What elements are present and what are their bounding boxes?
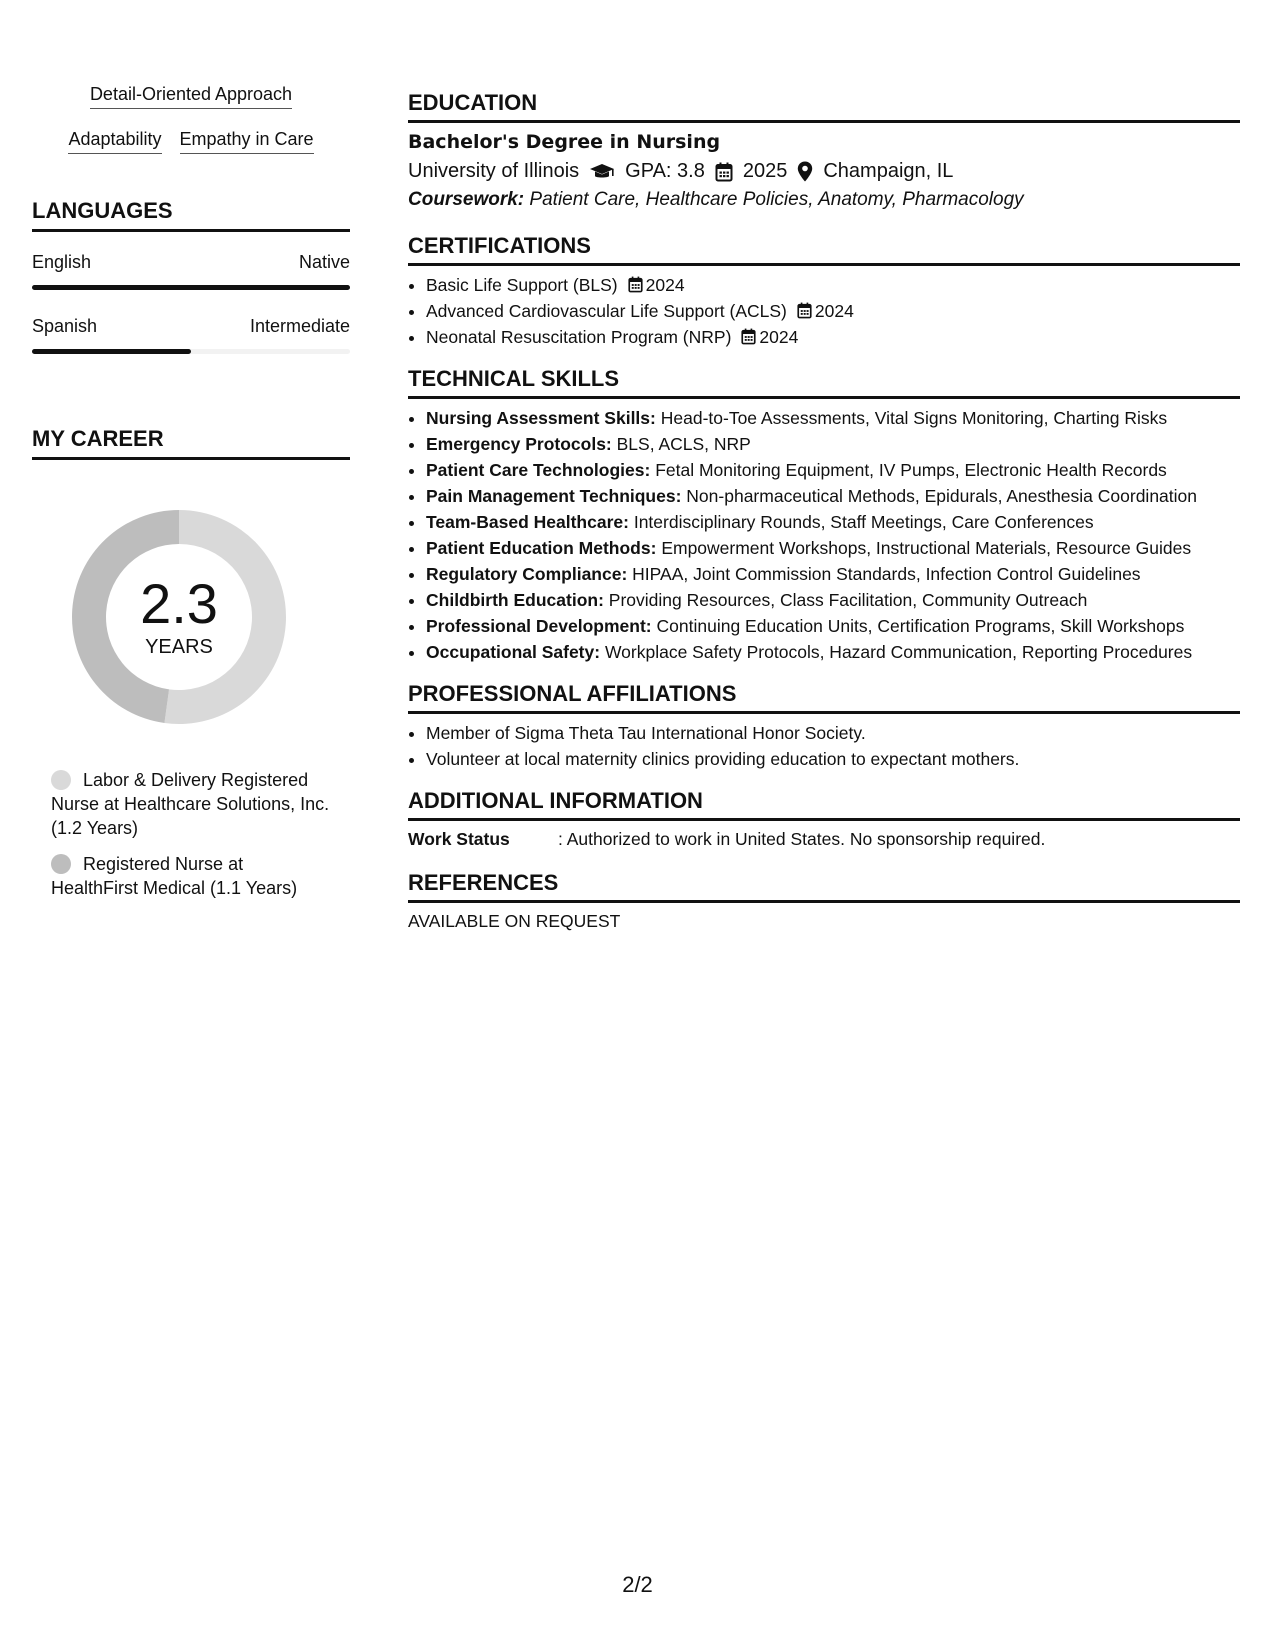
list-item: • Member of Sigma Theta Tau International Honor Society. bbox=[426, 722, 1240, 744]
skill-label: Professional Development: bbox=[426, 616, 652, 636]
school-location: Champaign, IL bbox=[823, 160, 954, 182]
skill-label: Pain Management Techniques: bbox=[426, 486, 682, 506]
language-name: Spanish bbox=[32, 316, 98, 336]
career-heading: MY CAREER bbox=[32, 426, 350, 460]
skill-text: Non-pharmaceutical Methods, Epidurals, Anesthesia Coordination bbox=[686, 486, 1198, 506]
certification-name: Neonatal Resuscitation Program (NRP) bbox=[426, 327, 732, 347]
tags-row bbox=[32, 129, 350, 154]
language-bar bbox=[32, 349, 350, 354]
skill-text: BLS, ACLS, NRP bbox=[616, 434, 751, 454]
page-number: 2/2 bbox=[622, 1572, 653, 1597]
language-level: Intermediate bbox=[249, 316, 350, 336]
skill-text: Empowerment Workshops, Instructional Materials, Resource Guides bbox=[661, 538, 1192, 558]
career-total-years: 2.3 bbox=[140, 572, 218, 635]
language-item bbox=[32, 316, 350, 354]
certification-year: 2024 bbox=[814, 301, 854, 321]
skill-label: Emergency Protocols: bbox=[426, 434, 612, 454]
skill-tag: Detail-Oriented Approach bbox=[90, 84, 292, 109]
work-status-value: : Authorized to work in United States. No sponsorship required. bbox=[558, 829, 1046, 849]
references-text: AVAILABLE ON REQUEST bbox=[408, 911, 621, 931]
language-item bbox=[32, 252, 350, 290]
certifications-section bbox=[408, 233, 1240, 348]
technical-skills-list bbox=[408, 407, 1240, 663]
skill-text: Interdisciplinary Rounds, Staff Meetings, Care Conferences bbox=[633, 512, 1094, 532]
work-status-label: Work Status bbox=[408, 829, 510, 849]
legend-dot bbox=[51, 854, 71, 874]
calendar-icon bbox=[628, 276, 643, 293]
work-status-row bbox=[408, 829, 1240, 850]
certifications-heading: CERTIFICATIONS bbox=[408, 233, 1240, 266]
technical-skills-heading: TECHNICAL SKILLS bbox=[408, 366, 1240, 399]
calendar-icon bbox=[715, 162, 733, 182]
skill-label: Regulatory Compliance: bbox=[426, 564, 628, 584]
skill-label: Occupational Safety: bbox=[426, 642, 601, 662]
graduation-year: 2025 bbox=[742, 160, 788, 182]
calendar-icon bbox=[797, 302, 812, 319]
additional-info-section bbox=[408, 788, 1240, 850]
certification-item bbox=[426, 326, 1240, 348]
skill-label: Patient Care Technologies: bbox=[426, 460, 651, 480]
education-meta bbox=[408, 160, 1240, 183]
additional-info-heading: ADDITIONAL INFORMATION bbox=[408, 788, 1240, 821]
certification-year: 2024 bbox=[759, 327, 799, 347]
skill-text: Continuing Education Units, Certification Programs, Skill Workshops bbox=[656, 616, 1185, 636]
skill-item bbox=[426, 511, 1240, 533]
skill-item bbox=[426, 433, 1240, 455]
skill-item bbox=[426, 537, 1240, 559]
skill-tag: Empathy in Care bbox=[180, 129, 314, 154]
affiliations-list bbox=[408, 722, 1240, 770]
affiliations-section bbox=[408, 681, 1240, 770]
technical-skills-section bbox=[408, 366, 1240, 663]
skill-item bbox=[426, 407, 1240, 429]
skill-label: Nursing Assessment Skills: bbox=[426, 408, 656, 428]
legend-item bbox=[51, 768, 331, 840]
skill-tag: Adaptability bbox=[68, 129, 161, 154]
skill-item bbox=[426, 563, 1240, 585]
certification-name: Advanced Cardiovascular Life Support (ACLS) bbox=[426, 301, 787, 321]
map-pin-icon bbox=[797, 161, 813, 182]
list-item: • Volunteer at local maternity clinics providing education to expectant mothers. bbox=[426, 748, 1240, 770]
coursework-text: Patient Care, Healthcare Policies, Anatomy, Pharmacology bbox=[529, 189, 1024, 210]
affiliations-heading: PROFESSIONAL AFFILIATIONS bbox=[408, 681, 1240, 714]
certifications-list bbox=[408, 274, 1240, 348]
skill-item bbox=[426, 485, 1240, 507]
skill-label: Team-Based Healthcare: bbox=[426, 512, 629, 532]
skill-label: Childbirth Education: bbox=[426, 590, 604, 610]
legend-dot bbox=[51, 770, 71, 790]
certification-year: 2024 bbox=[645, 275, 685, 295]
legend-item bbox=[51, 852, 331, 900]
skill-label: Patient Education Methods: bbox=[426, 538, 657, 558]
language-name: English bbox=[32, 252, 92, 272]
calendar-icon bbox=[741, 328, 756, 345]
degree-title: Bachelor's Degree in Nursing bbox=[408, 131, 721, 153]
skill-item bbox=[426, 641, 1240, 663]
skill-item bbox=[426, 459, 1240, 481]
education-section bbox=[408, 90, 1240, 211]
tags-row bbox=[32, 84, 350, 109]
career-unit: YEARS bbox=[145, 636, 213, 658]
certification-name: Basic Life Support (BLS) bbox=[426, 275, 618, 295]
certification-item bbox=[426, 300, 1240, 322]
coursework-label: Coursework: bbox=[408, 189, 525, 210]
career-donut-chart bbox=[64, 502, 294, 732]
references-section bbox=[408, 870, 1240, 932]
language-bar-fill bbox=[32, 285, 350, 290]
legend-label: Labor & Delivery Registered Nurse at Healthcare Solutions, Inc. (1.2 Years) bbox=[51, 770, 330, 838]
skill-item bbox=[426, 615, 1240, 637]
skill-text: HIPAA, Joint Commission Standards, Infection Control Guidelines bbox=[632, 564, 1141, 584]
skill-text: Head-to-Toe Assessments, Vital Signs Monitoring, Charting Risks bbox=[660, 408, 1168, 428]
language-bar bbox=[32, 285, 350, 290]
language-level: Native bbox=[298, 252, 350, 272]
school-name: University of Illinois bbox=[408, 160, 580, 182]
education-heading: EDUCATION bbox=[408, 90, 1240, 123]
references-heading: REFERENCES bbox=[408, 870, 1240, 903]
legend-label: Registered Nurse at HealthFirst Medical (1.1 Years) bbox=[51, 854, 298, 898]
skill-item bbox=[426, 589, 1240, 611]
gpa: GPA: 3.8 bbox=[625, 160, 705, 182]
skill-text: Workplace Safety Protocols, Hazard Communication, Reporting Procedures bbox=[604, 642, 1193, 662]
coursework bbox=[408, 189, 1240, 211]
donut-center bbox=[64, 572, 294, 659]
language-bar-fill bbox=[32, 349, 191, 354]
main-content bbox=[408, 90, 1240, 946]
career-legend bbox=[51, 768, 331, 900]
certification-item bbox=[426, 274, 1240, 296]
languages-heading: LANGUAGES bbox=[32, 198, 350, 232]
sidebar bbox=[32, 84, 350, 912]
skill-text: Providing Resources, Class Facilitation, Community Outreach bbox=[608, 590, 1088, 610]
skill-text: Fetal Monitoring Equipment, IV Pumps, Electronic Health Records bbox=[655, 460, 1167, 480]
graduation-cap-icon bbox=[589, 163, 615, 181]
